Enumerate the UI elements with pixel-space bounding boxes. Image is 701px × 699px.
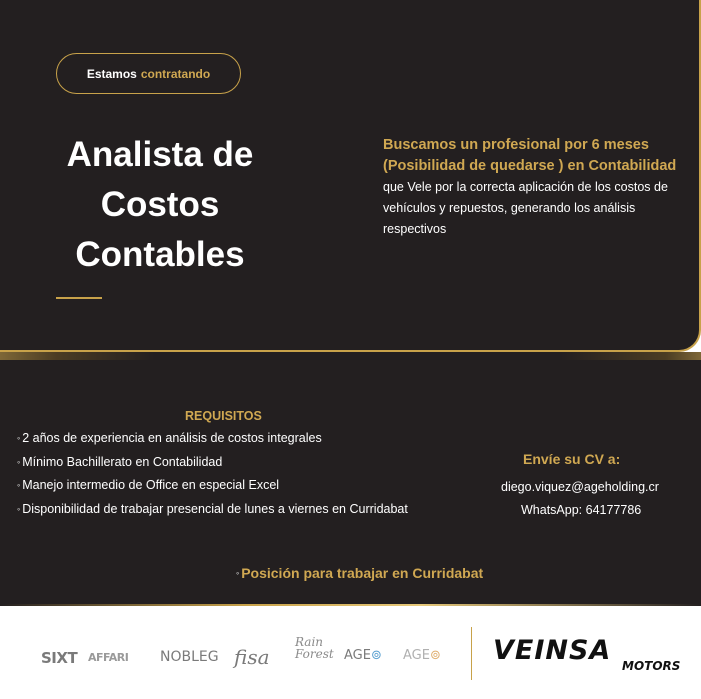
bullet-icon: ◦ (236, 568, 240, 578)
job-description (383, 135, 683, 240)
requirement-text: 2 años de experiencia en análisis de costos integrales (22, 431, 322, 445)
fisa-logo: fisa (234, 645, 270, 669)
contact-email[interactable]: diego.viquez@ageholding.cr (501, 480, 659, 494)
bullet-icon: ◦ (17, 480, 21, 490)
requirement-item (17, 476, 457, 500)
bullet-icon: ◦ (17, 433, 21, 443)
requirements-list (17, 429, 457, 523)
bullet-icon: ◦ (17, 503, 21, 514)
requirement-item (17, 453, 457, 477)
job-description-text: que Vele por la correcta aplicación de los costos de vehículos y repuestos, generando los análisis respectivos (383, 180, 668, 236)
requirement-item (17, 429, 457, 453)
gold-accent-band (0, 352, 701, 360)
footer-divider (471, 627, 472, 680)
affari-logo: AFFARI (88, 651, 129, 664)
contact-phone[interactable]: WhatsApp: 64177786 (521, 503, 642, 517)
requirement-text: Manejo intermedio de Office en especial Excel (22, 478, 280, 492)
title-divider (56, 297, 102, 299)
rain-forest-logo: Rain Forest (295, 635, 334, 661)
requirements-heading: REQUISITOS (185, 409, 262, 423)
requirement-text: Mínimo Bachillerato en Contabilidad (22, 454, 223, 469)
age-tecnologies-logo (344, 648, 382, 663)
nobleg-logo: NOBLEG (160, 649, 219, 665)
location-text: Posición para trabajar en Curridabat (241, 565, 484, 581)
job-title: Analista de Costos Contables (66, 135, 254, 274)
hiring-badge-accent: contratando (140, 66, 211, 81)
veinsa-motors-label: MOTORS (622, 659, 681, 673)
cv-heading: Envíe su CV a: (523, 451, 621, 467)
age-capital-text: AGE (403, 648, 430, 663)
bullet-icon: ◦ (17, 456, 21, 467)
job-description-highlight: Buscamos un profesional por 6 meses (Posibilidad de quedarse ) en Contabilidad (383, 137, 677, 174)
age-capital-logo (403, 648, 441, 663)
hiring-badge-prefix: Estamos (86, 66, 137, 81)
ring-icon: ⊚ (370, 648, 382, 663)
hiring-badge (56, 53, 241, 94)
ring-icon: ⊚ (429, 648, 441, 663)
requirement-text: Disponibilidad de trabajar presencial de lunes a viernes en Curridabat (22, 501, 408, 516)
sixt-logo: SIXT (41, 649, 78, 667)
requirement-item (17, 500, 457, 524)
age-tecnologies-text: AGE (344, 648, 371, 663)
location-note (236, 565, 483, 581)
veinsa-logo: VEINSA (493, 635, 612, 666)
